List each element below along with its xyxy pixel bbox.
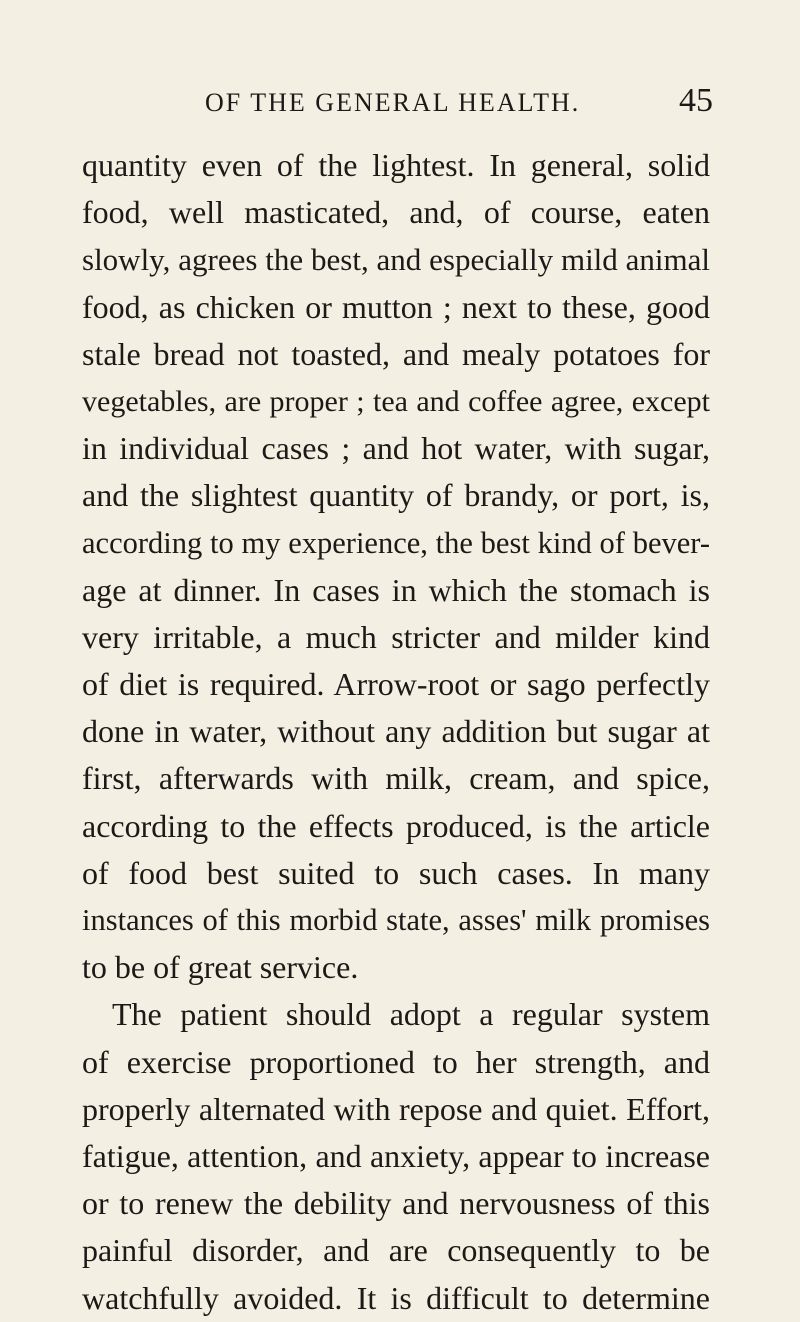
- running-head-title: OF THE GENERAL HEALTH.: [205, 88, 581, 117]
- text-line: properly alternated with repose and quiet. Effort,: [82, 1090, 710, 1127]
- text-line: slowly, agrees the best, and especially mild animal: [82, 242, 710, 278]
- text-line: age at dinner. In cases in which the stomach is: [82, 571, 710, 608]
- text-line: quantity even of the lightest. In general, solid: [82, 147, 710, 183]
- text-line: done in water, without any addition but sugar at: [82, 713, 710, 750]
- text-line: of diet is required. Arrow-root or sago perfectly: [82, 666, 710, 703]
- running-head: [205, 82, 715, 124]
- text-line: food, as chicken or mutton ; next to these, good: [82, 288, 710, 325]
- text-line: food, well masticated, and, of course, eaten: [82, 194, 710, 231]
- page-number: 45: [679, 82, 713, 119]
- text-line: to be of great service.: [82, 949, 359, 986]
- text-line: or to renew the debility and nervousness of this: [82, 1185, 710, 1222]
- text-line: first, afterwards with milk, cream, and spice,: [82, 760, 710, 797]
- text-line: painful disorder, and are consequently to be: [82, 1232, 710, 1269]
- text-line: of exercise proportioned to her strength, and: [82, 1043, 710, 1080]
- text-line: instances of this morbid state, asses' milk promises: [82, 903, 710, 937]
- text-line: watchfully avoided. It is difficult to determine: [82, 1279, 710, 1316]
- text-line: according to the effects produced, is the article: [82, 807, 710, 844]
- body-text: [82, 142, 710, 1322]
- text-line: and the slightest quantity of brandy, or port, is,: [82, 477, 710, 514]
- text-line: in individual cases ; and hot water, with sugar,: [82, 430, 710, 467]
- text-line: fatigue, attention, and anxiety, appear to increase: [82, 1137, 710, 1174]
- text-line: vegetables, are proper ; tea and coffee agree, except: [82, 384, 710, 418]
- text-line: according to my experience, the best kind of bever-: [82, 525, 710, 560]
- text-line: of food best suited to such cases. In many: [82, 854, 710, 891]
- text-line: stale bread not toasted, and mealy potatoes for: [82, 335, 710, 372]
- text-line: The patient should adopt a regular system: [112, 996, 710, 1033]
- text-line: very irritable, a much stricter and milder kind: [82, 618, 710, 655]
